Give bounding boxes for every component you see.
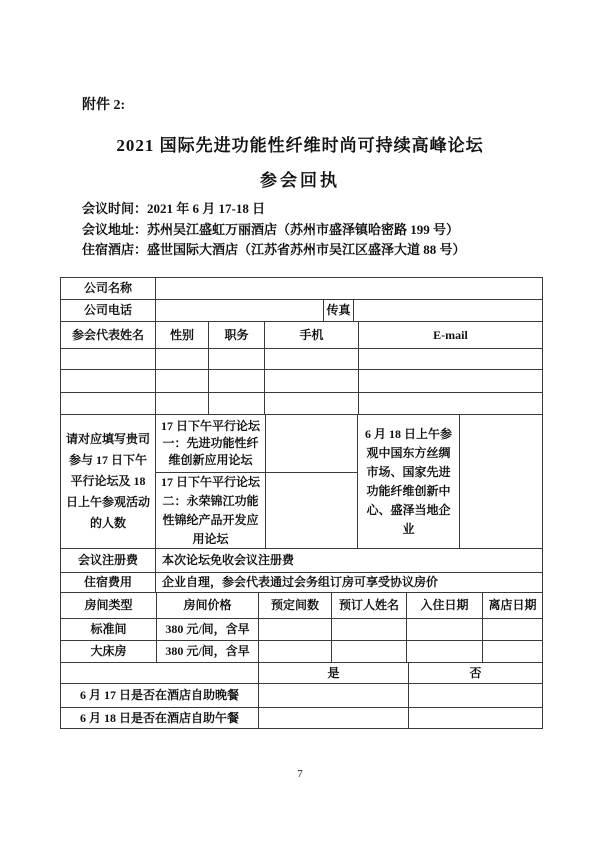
company-phone-input-cell (156, 300, 324, 322)
registration-fee-label: 会议注册费 (61, 549, 156, 573)
blank-cell (259, 641, 332, 663)
blank-cell (359, 393, 543, 415)
forum-section-label: 请对应填写贵司参与 17 日下午平行论坛及 18 日上午参观活动的人数 (61, 415, 156, 549)
room-price-header: 房间价格 (157, 593, 259, 619)
checkin-header: 入住日期 (407, 593, 483, 619)
blank-cell (359, 349, 543, 370)
standard-room-price: 380 元/间，含早 (157, 619, 259, 641)
blank-cell (332, 619, 407, 641)
tour-count-cell (460, 415, 543, 549)
forum2-label: 17 日下午平行论坛二：永荣锦江功能性锦纶产品开发应用论坛 (156, 473, 266, 549)
email-header: E-mail (359, 322, 543, 349)
rep-name-header: 参会代表姓名 (61, 322, 156, 349)
forum1-label: 17 日下午平行论坛一：先进功能性纤维创新应用论坛 (156, 415, 266, 473)
standard-room-label: 标准间 (61, 619, 157, 641)
king-room-price: 380 元/间，含早 (157, 641, 259, 663)
meeting-time-line: 会议时间：2021 年 6 月 17-18 日 (82, 201, 266, 216)
blank-cell (409, 684, 543, 708)
registration-fee-value: 本次论坛免收会议注册费 (156, 549, 543, 573)
blank-cell (483, 619, 543, 641)
blank-cell (61, 370, 156, 393)
lunch-june18-label: 6 月 18 日是否在酒店自助午餐 (61, 708, 259, 729)
attachment-label: 附件 2: (82, 98, 126, 113)
page-number: 7 (297, 768, 303, 780)
lodging-fee-value: 企业自理，参会代表通过会务组订房可享受协议房价 (156, 573, 543, 593)
hotel-line: 住宿酒店：盛世国际大酒店（江苏省苏州市吴江区盛泽大道 88 号） (82, 242, 466, 257)
no-header: 否 (409, 663, 543, 684)
forum2-count-cell (266, 473, 358, 549)
page-subtitle: 参会回执 (260, 171, 340, 190)
blank-cell (265, 349, 359, 370)
blank-cell (407, 619, 483, 641)
tour-label: 6 月 18 日上午参观中国东方丝绸市场、国家先进功能纤维创新中心、盛泽当地企业 (358, 415, 460, 549)
company-name-label: 公司名称 (61, 278, 156, 300)
king-room-label: 大床房 (61, 641, 157, 663)
blank-cell (156, 370, 209, 393)
page-title: 2021 国际先进功能性纤维时尚可持续高峰论坛 (116, 136, 484, 155)
fax-input-cell (354, 300, 543, 322)
blank-cell (61, 393, 156, 415)
blank-cell (156, 393, 209, 415)
dinner-june17-label: 6 月 17 日是否在酒店自助晚餐 (61, 684, 259, 708)
blank-cell (265, 370, 359, 393)
room-type-header: 房间类型 (61, 593, 157, 619)
blank-cell (259, 619, 332, 641)
blank-cell (359, 370, 543, 393)
company-name-input-cell (156, 278, 543, 300)
blank-cell (156, 349, 209, 370)
blank-cell (61, 663, 259, 684)
forum1-count-cell (266, 415, 358, 473)
blank-cell (332, 641, 407, 663)
booker-name-header: 预订人姓名 (332, 593, 407, 619)
yes-header: 是 (259, 663, 409, 684)
registration-form-table (60, 277, 543, 729)
blank-cell (483, 641, 543, 663)
fax-label: 传真 (324, 300, 354, 322)
blank-cell (265, 393, 359, 415)
checkout-header: 离店日期 (483, 593, 543, 619)
meeting-address-line: 会议地址：苏州吴江盛虹万丽酒店（苏州市盛泽镇哈密路 199 号） (82, 222, 460, 237)
blank-cell (259, 684, 409, 708)
company-phone-label: 公司电话 (61, 300, 156, 322)
gender-header: 性别 (156, 322, 209, 349)
position-header: 职务 (209, 322, 265, 349)
blank-cell (61, 349, 156, 370)
blank-cell (409, 708, 543, 729)
blank-cell (209, 349, 265, 370)
blank-cell (209, 370, 265, 393)
blank-cell (407, 641, 483, 663)
blank-cell (259, 708, 409, 729)
mobile-header: 手机 (265, 322, 359, 349)
room-count-header: 预定间数 (259, 593, 332, 619)
lodging-fee-label: 住宿费用 (61, 573, 156, 593)
blank-cell (209, 393, 265, 415)
